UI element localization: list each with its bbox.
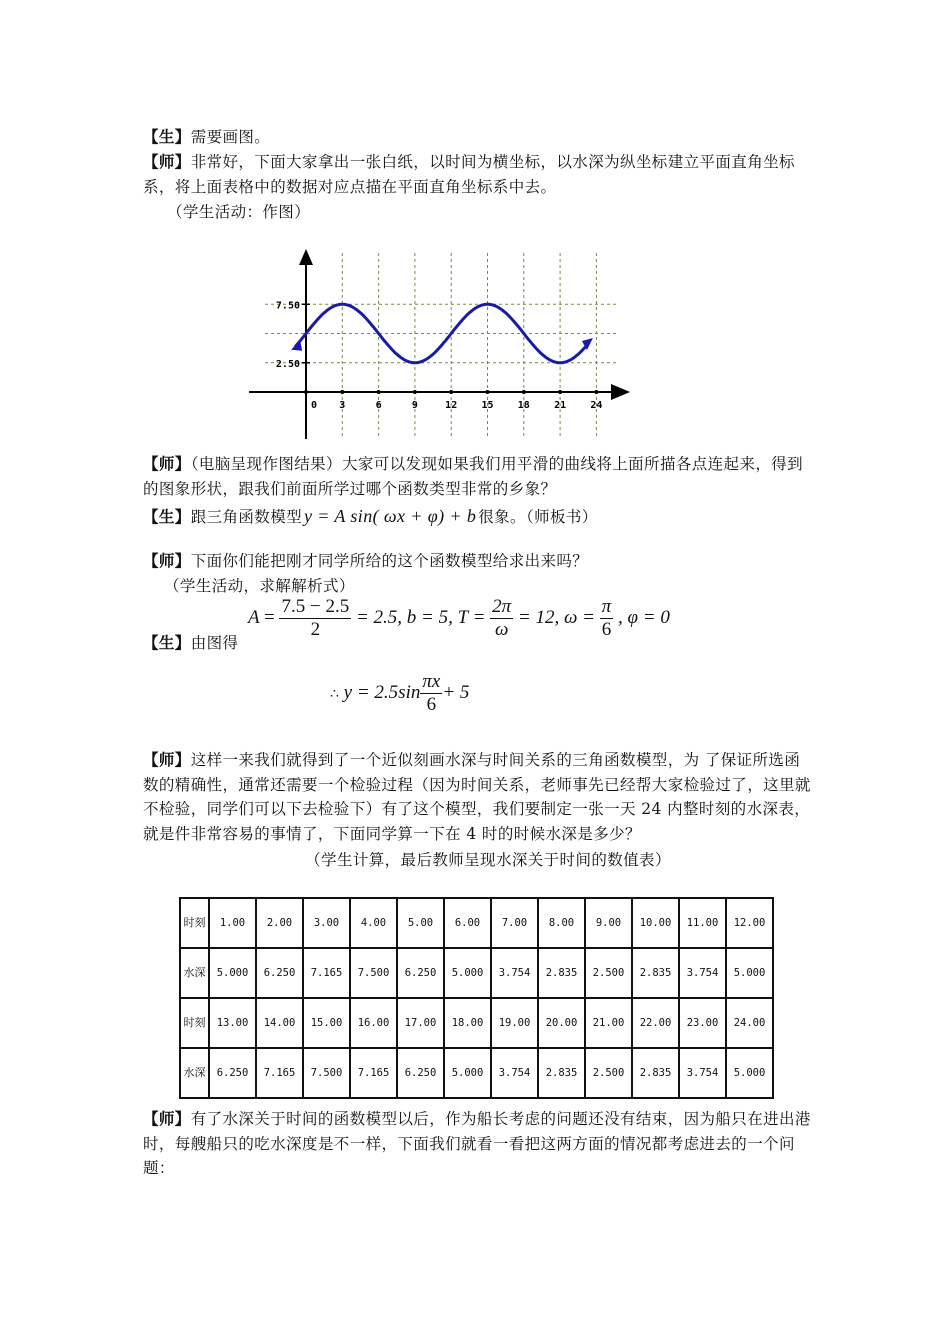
table-cell: 5.000 (726, 948, 773, 998)
y-axis-arrow (299, 249, 313, 265)
speaker-tag: 【师】 (143, 1109, 191, 1128)
chart-axes (249, 249, 630, 439)
dialogue-line (143, 504, 813, 530)
table-cell: 3.00 (303, 898, 350, 948)
formula-part: + 5 (442, 681, 470, 703)
table-cell: 7.500 (303, 1048, 350, 1098)
dialogue-text: （电脑呈现作图结果）大家可以发现如果我们用平滑的曲线将上面所描各点连起来，得到的图象形状，跟我们前面所学过哪个函数类型非常的乡象？ (143, 455, 804, 498)
table-cell: 2.00 (256, 898, 303, 948)
table-cell: 5.000 (726, 1048, 773, 1098)
dialogue-line (143, 125, 813, 150)
table-cell: 6.250 (209, 1048, 256, 1098)
table-cell: 24.00 (726, 998, 773, 1048)
depth-table (179, 897, 774, 1099)
speaker-tag: 【师】 (143, 750, 191, 769)
dialogue-text: 下面你们能把刚才同学所给的这个函数模型给求出来吗？ (190, 552, 589, 570)
formula-part: y = 2.5sin (343, 681, 421, 703)
x-tick-mark (486, 390, 490, 394)
parameter-formula: A = $\frac{7.5 - 2.5}{2}$ = 2.5, b = 5, T = $\frac{2\pi}{\omega}$ = 12, ω = $\frac{\pi}{6}$ , φ = 0 (248, 596, 670, 640)
table-cell: 2.835 (632, 1048, 679, 1098)
x-tick-label: 12 (445, 400, 458, 411)
dialogue-line (143, 631, 813, 656)
y-tick-label: 2.50 (275, 358, 300, 370)
table-cell: 18.00 (444, 998, 491, 1048)
table-cell: 6.00 (444, 898, 491, 948)
dialogue-line (143, 748, 813, 846)
activity-note: （学生计算，最后教师呈现水深关于时间的数值表） (305, 851, 671, 869)
row-header: 时刻 (180, 898, 209, 948)
fraction-denominator: 6 (601, 619, 612, 640)
speaker-tag: 【师】 (143, 454, 191, 473)
dialogue-text: 有了水深关于时间的函数模型以后，作为船长考虑的问题还没有结束，因为船只在进出港时，每艘船只的吃水深度是不一样，下面我们就看一看把这两方面的情况都考虑进去的一个问题： (143, 1110, 811, 1177)
fraction-denominator: 2 (310, 619, 321, 640)
row-header: 水深 (180, 948, 209, 998)
dialogue-line (143, 150, 813, 199)
water-depth-chart (245, 245, 633, 441)
table-cell: 3.754 (491, 948, 538, 998)
table-cell: 17.00 (397, 998, 444, 1048)
table-cell: 21.00 (585, 998, 632, 1048)
fraction-denominator: ω (494, 619, 509, 640)
table-cell: 10.00 (632, 898, 679, 948)
x-tick-mark (413, 390, 417, 394)
table-cell: 3.754 (679, 1048, 726, 1098)
x-axis-arrow (611, 384, 630, 400)
table-cell: 6.250 (256, 948, 303, 998)
x-tick-mark (340, 390, 344, 394)
dialogue-line (143, 1107, 813, 1181)
table-cell: 2.835 (538, 1048, 585, 1098)
table-cell: 7.500 (350, 948, 397, 998)
table-cell: 2.835 (632, 948, 679, 998)
table-cell: 5.00 (397, 898, 444, 948)
dialogue-text: 跟三角函数模型 (190, 508, 303, 526)
table-row (180, 898, 773, 948)
x-tick-label: 15 (481, 400, 494, 411)
x-tick-mark (522, 390, 526, 394)
table-cell: 5.000 (209, 948, 256, 998)
speaker-tag: 【生】 (143, 127, 191, 146)
table-cell: 22.00 (632, 998, 679, 1048)
table-cell: 16.00 (350, 998, 397, 1048)
table-cell: 8.00 (538, 898, 585, 948)
table-cell: 2.835 (538, 948, 585, 998)
x-tick-label: 3 (339, 400, 346, 411)
dialogue-text: 很象。（师板书） (478, 508, 598, 526)
x-tick-mark (594, 390, 598, 394)
table-cell: 11.00 (679, 898, 726, 948)
table-cell: 23.00 (679, 998, 726, 1048)
table-row (180, 948, 773, 998)
activity-note: （学生活动：作图） (167, 203, 311, 221)
table-cell: 20.00 (538, 998, 585, 1048)
table-cell: 6.250 (397, 948, 444, 998)
dialogue-line (143, 452, 813, 501)
chart-ticks (276, 300, 603, 411)
table-cell: 9.00 (585, 898, 632, 948)
table-cell: 7.00 (491, 898, 538, 948)
table-cell: 4.00 (350, 898, 397, 948)
speaker-tag: 【师】 (143, 152, 191, 171)
dialogue-text: 由图得 (190, 634, 239, 652)
table-cell: 3.754 (491, 1048, 538, 1098)
x-tick-mark (377, 390, 381, 394)
therefore-symbol: ∴ (330, 686, 339, 702)
table-cell: 5.000 (444, 1048, 491, 1098)
table-cell: 7.165 (256, 1048, 303, 1098)
formula-part: , φ = 0 (618, 606, 670, 628)
dialogue-text: 这样一来我们就得到了一个近似刻画水深与时间关系的三角函数模型，为 了保证所选函数的精确性，通常还需要一个检验过程（因为时间关系，老师事先已经帮大家检验过了，这里就不检验，同学们可以下去检验下）有了这个模型，我们要制定一张一天 24 内整时刻的水深表，就是件非常容易的事情了，下面同学算一下在 4 时的时候水深是多少？ (143, 751, 811, 843)
speaker-tag: 【生】 (143, 633, 191, 652)
table-row (180, 1048, 773, 1098)
table-cell: 3.754 (679, 948, 726, 998)
fraction (420, 671, 442, 716)
x-tick-label: 9 (411, 400, 418, 411)
table-cell: 12.00 (726, 898, 773, 948)
table-cell: 5.000 (444, 948, 491, 998)
model-formula: y = A sin( ωx + φ) + b (304, 506, 477, 526)
formula-A: A (248, 606, 260, 628)
row-header: 水深 (180, 1048, 209, 1098)
fraction-numerator: 2π (492, 596, 512, 617)
speaker-tag: 【师】 (143, 551, 191, 570)
table-cell: 7.165 (350, 1048, 397, 1098)
table-cell: 1.00 (209, 898, 256, 948)
formula-part: = 12, ω = (517, 606, 595, 628)
x-tick-label: 0 (310, 400, 318, 411)
table-cell: 19.00 (491, 998, 538, 1048)
x-tick-mark (304, 390, 308, 394)
table-cell: 14.00 (256, 998, 303, 1048)
table-row (180, 998, 773, 1048)
fraction-denominator: 6 (426, 694, 437, 715)
fraction-numerator: πx (422, 671, 441, 692)
table-cell: 2.500 (585, 1048, 632, 1098)
x-tick-label: 18 (517, 400, 530, 411)
table-cell: 13.00 (209, 998, 256, 1048)
dialogue-line (143, 549, 813, 574)
table-cell: 15.00 (303, 998, 350, 1048)
x-tick-label: 21 (554, 400, 567, 411)
result-formula (330, 671, 469, 716)
row-header: 时刻 (180, 998, 209, 1048)
x-tick-mark (449, 390, 453, 394)
x-tick-mark (558, 390, 562, 394)
fraction-numerator: π (601, 596, 612, 617)
activity-note: （学生活动，求解解析式） (164, 577, 355, 595)
speaker-tag: 【生】 (143, 507, 191, 526)
x-tick-label: 6 (375, 400, 382, 411)
table-cell: 6.250 (397, 1048, 444, 1098)
formula-part: = 2.5, b = 5, T = (355, 606, 486, 628)
table-cell: 7.165 (303, 948, 350, 998)
x-tick-label: 24 (590, 400, 603, 411)
table-cell: 2.500 (585, 948, 632, 998)
y-tick-label: 7.50 (275, 300, 300, 312)
dialogue-text: 需要画图。 (190, 128, 271, 146)
fraction-numerator: 7.5 − 2.5 (281, 596, 350, 617)
dialogue-text: 非常好，下面大家拿出一张白纸，以时间为横坐标，以水深为纵坐标建立平面直角坐标系，将上面表格中的数据对应点描在平面直角坐标系中去。 (143, 153, 795, 196)
